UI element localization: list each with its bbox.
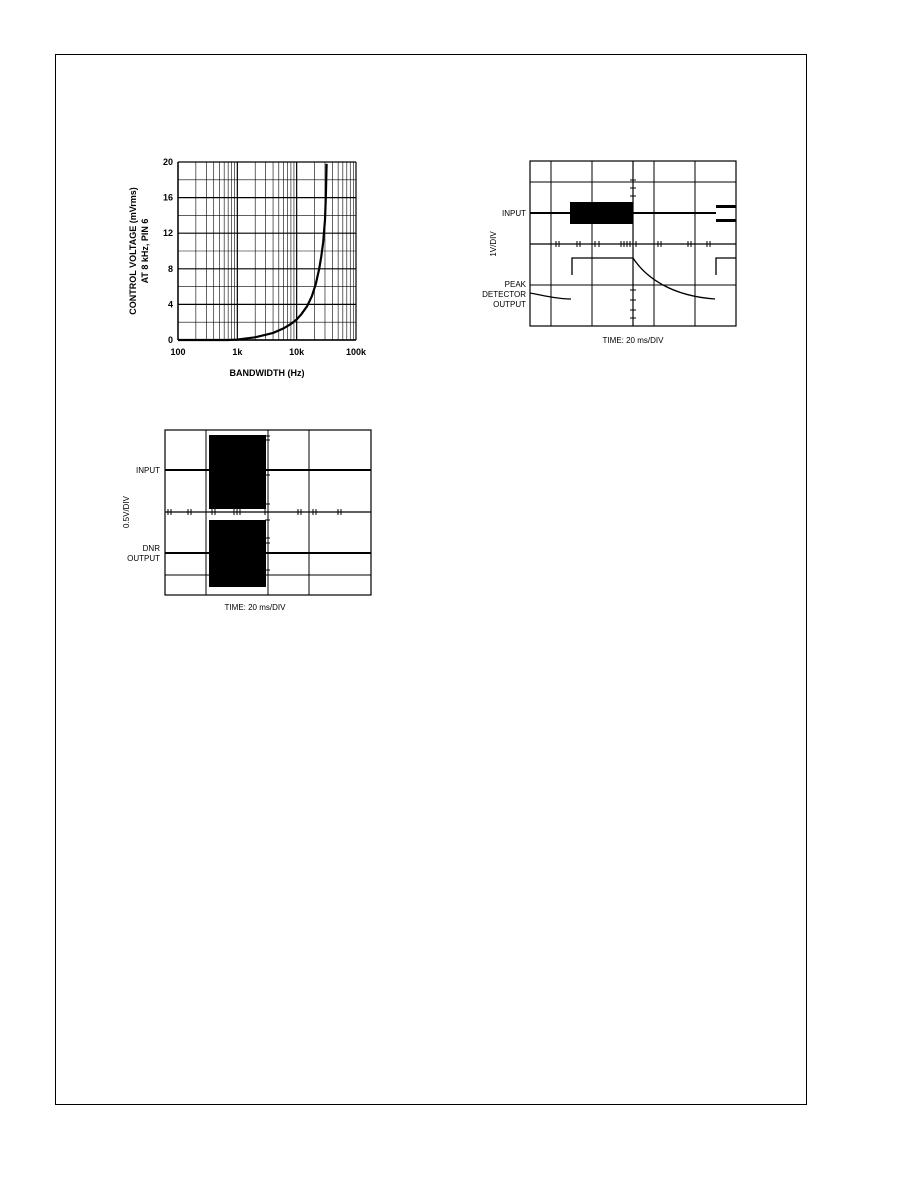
output-label: OUTPUT [127, 554, 160, 563]
y-tick-label: 16 [162, 192, 173, 203]
input-label: INPUT [502, 209, 526, 218]
input-trace [530, 202, 736, 224]
y-tick-label: 12 [162, 228, 173, 239]
peak-detector-scope [480, 150, 750, 350]
x-tick-label: 100 [170, 347, 186, 357]
detector-label: DETECTOR [482, 290, 526, 299]
y-tick-label: 4 [167, 299, 173, 310]
input-label: INPUT [136, 466, 160, 475]
output-label: OUTPUT [493, 300, 526, 309]
scope-grid [530, 161, 736, 326]
y-tick-label: 0 [167, 335, 173, 345]
peak-label: PEAK [504, 280, 526, 289]
x-tick-label: 1k [232, 347, 243, 357]
x-tick-labels [170, 347, 367, 357]
time-label: TIME: 20 ms/DIV [602, 336, 664, 345]
x-axis-label: BANDWIDTH (Hz) [229, 368, 305, 378]
x-tick-label: 10k [289, 347, 305, 357]
y-axis-label-line1: CONTROL VOLTAGE (mVrms) [128, 187, 138, 315]
y-tick-label: 20 [162, 157, 173, 167]
time-label: TIME: 20 ms/DIV [224, 603, 286, 612]
y-tick-labels [163, 157, 173, 345]
grid [178, 162, 356, 340]
y-tick-label: 8 [167, 263, 173, 274]
y-axis-label-line2: AT 8 kHz, PIN 6 [140, 218, 150, 284]
scale-label: 0.5V/DIV [122, 495, 131, 529]
scale-label: 1V/DIV [489, 231, 498, 257]
dnr-output-scope [115, 420, 385, 620]
x-tick-label: 100k [345, 347, 367, 357]
control-voltage-curve [178, 164, 327, 340]
bandwidth-chart [120, 150, 380, 390]
dnr-label: DNR [142, 544, 160, 553]
